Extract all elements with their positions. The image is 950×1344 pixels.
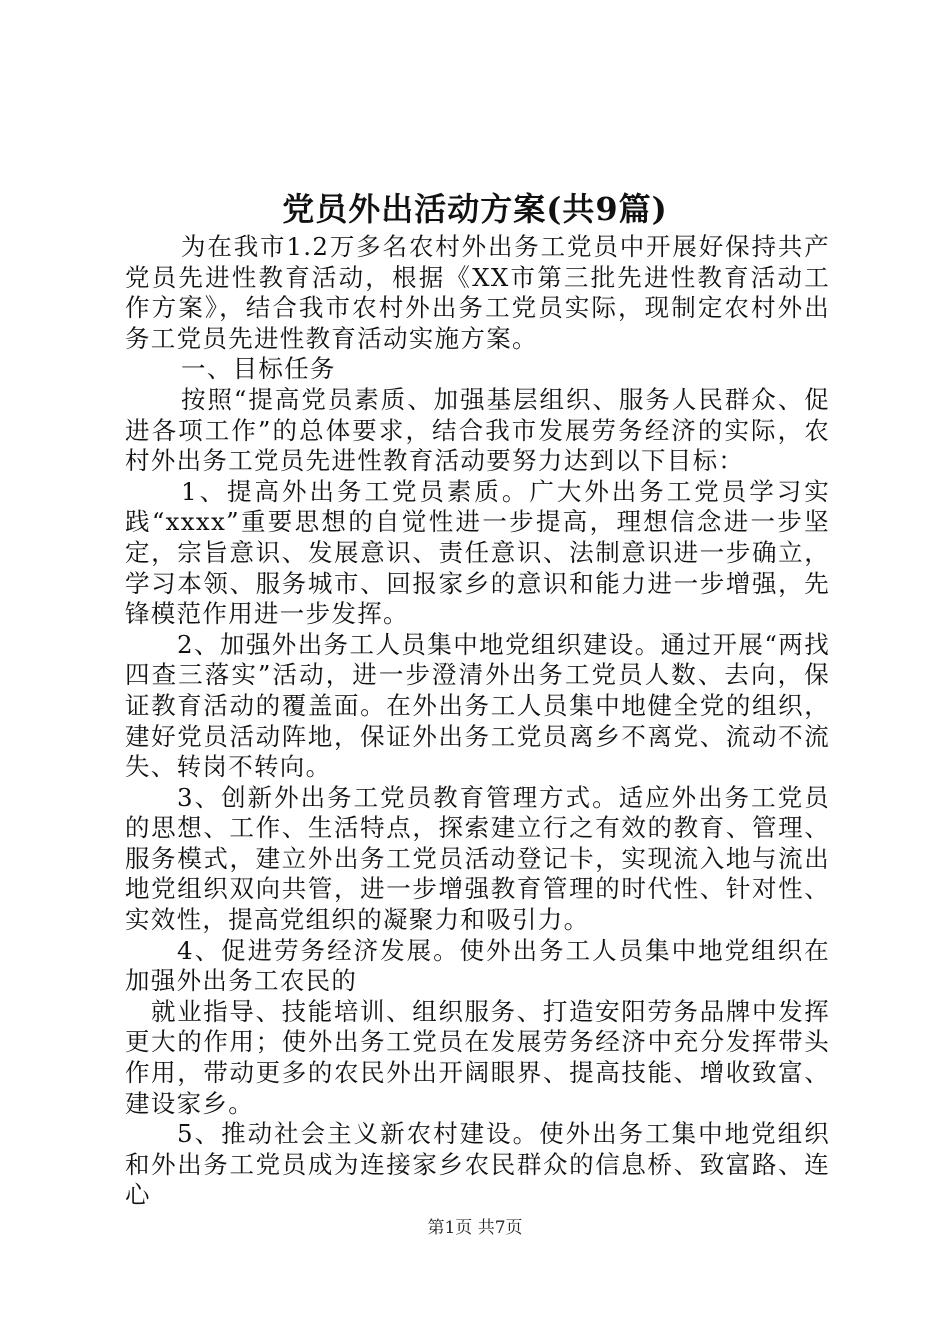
document-title: 党员外出活动方案(共9篇) [282,190,668,228]
paragraph-goal-4-continued: 就业指导、技能培训、组织服务、打造安阳劳务品牌中发挥更大的作用；使外出务工党员在发展劳务经济中充分发挥带头作用，带动更多的农民外出开阔眼界、提高技能、增收致富、建设家乡。 [125,996,830,1118]
paragraph-requirements: 按照“提高党员素质、加强基层组织、服务人民群众、促进各项工作”的总体要求，结合我市发展劳务经济的实际，农村外出务工党员先进性教育活动要努力达到以下目标： [125,384,830,476]
paragraph-intro: 为在我市1.2万多名农村外出务工党员中开展好保持共产党员先进性教育活动，根据《XX市第三批先进性教育活动工作方案》，结合我市农村外出务工党员实际，现制定农村外出务工党员先进性教育活动实施方案。 [125,232,830,353]
paragraph-goal-3: 3、创新外出务工党员教育管理方式。适应外出务工党员的思想、工作、生活特点，探索建立行之有效的教育、管理、服务模式，建立外出务工党员活动登记卡，实现流入地与流出地党组织双向共管，进一步增强教育管理的时代性、针对性、实效性，提高党组织的凝聚力和吸引力。 [125,782,830,935]
paragraph-goal-2: 2、加强外出务工人员集中地党组织建设。通过开展“两找四查三落实”活动，进一步澄清外出务工党员人数、去向，保证教育活动的覆盖面。在外出务工人员集中地健全党的组织，建好党员活动阵地，保证外出务工党员离乡不离党、流动不流失、转岗不转向。 [125,629,830,782]
document-body [125,232,830,1211]
paragraph-goal-4: 4、促进劳务经济发展。使外出务工人员集中地党组织在加强外出务工农民的 [125,935,830,996]
paragraph-goal-1: 1、提高外出务工党员素质。广大外出务工党员学习实践“xxxx”重要思想的自觉性进一步提高，理想信念进一步坚定，宗旨意识、发展意识、责任意识、法制意识进一步确立，学习本领、服务城市、回报家乡的意识和能力进一步增强，先锋模范作用进一步发挥。 [125,476,830,629]
paragraph-goal-5: 5、推动社会主义新农村建设。使外出务工集中地党组织和外出务工党员成为连接家乡农民群众的信息桥、致富路、连心 [125,1119,830,1210]
page-number-footer: 第1页 共7页 [427,1218,523,1238]
section-heading-goals: 一、目标任务 [181,354,336,384]
